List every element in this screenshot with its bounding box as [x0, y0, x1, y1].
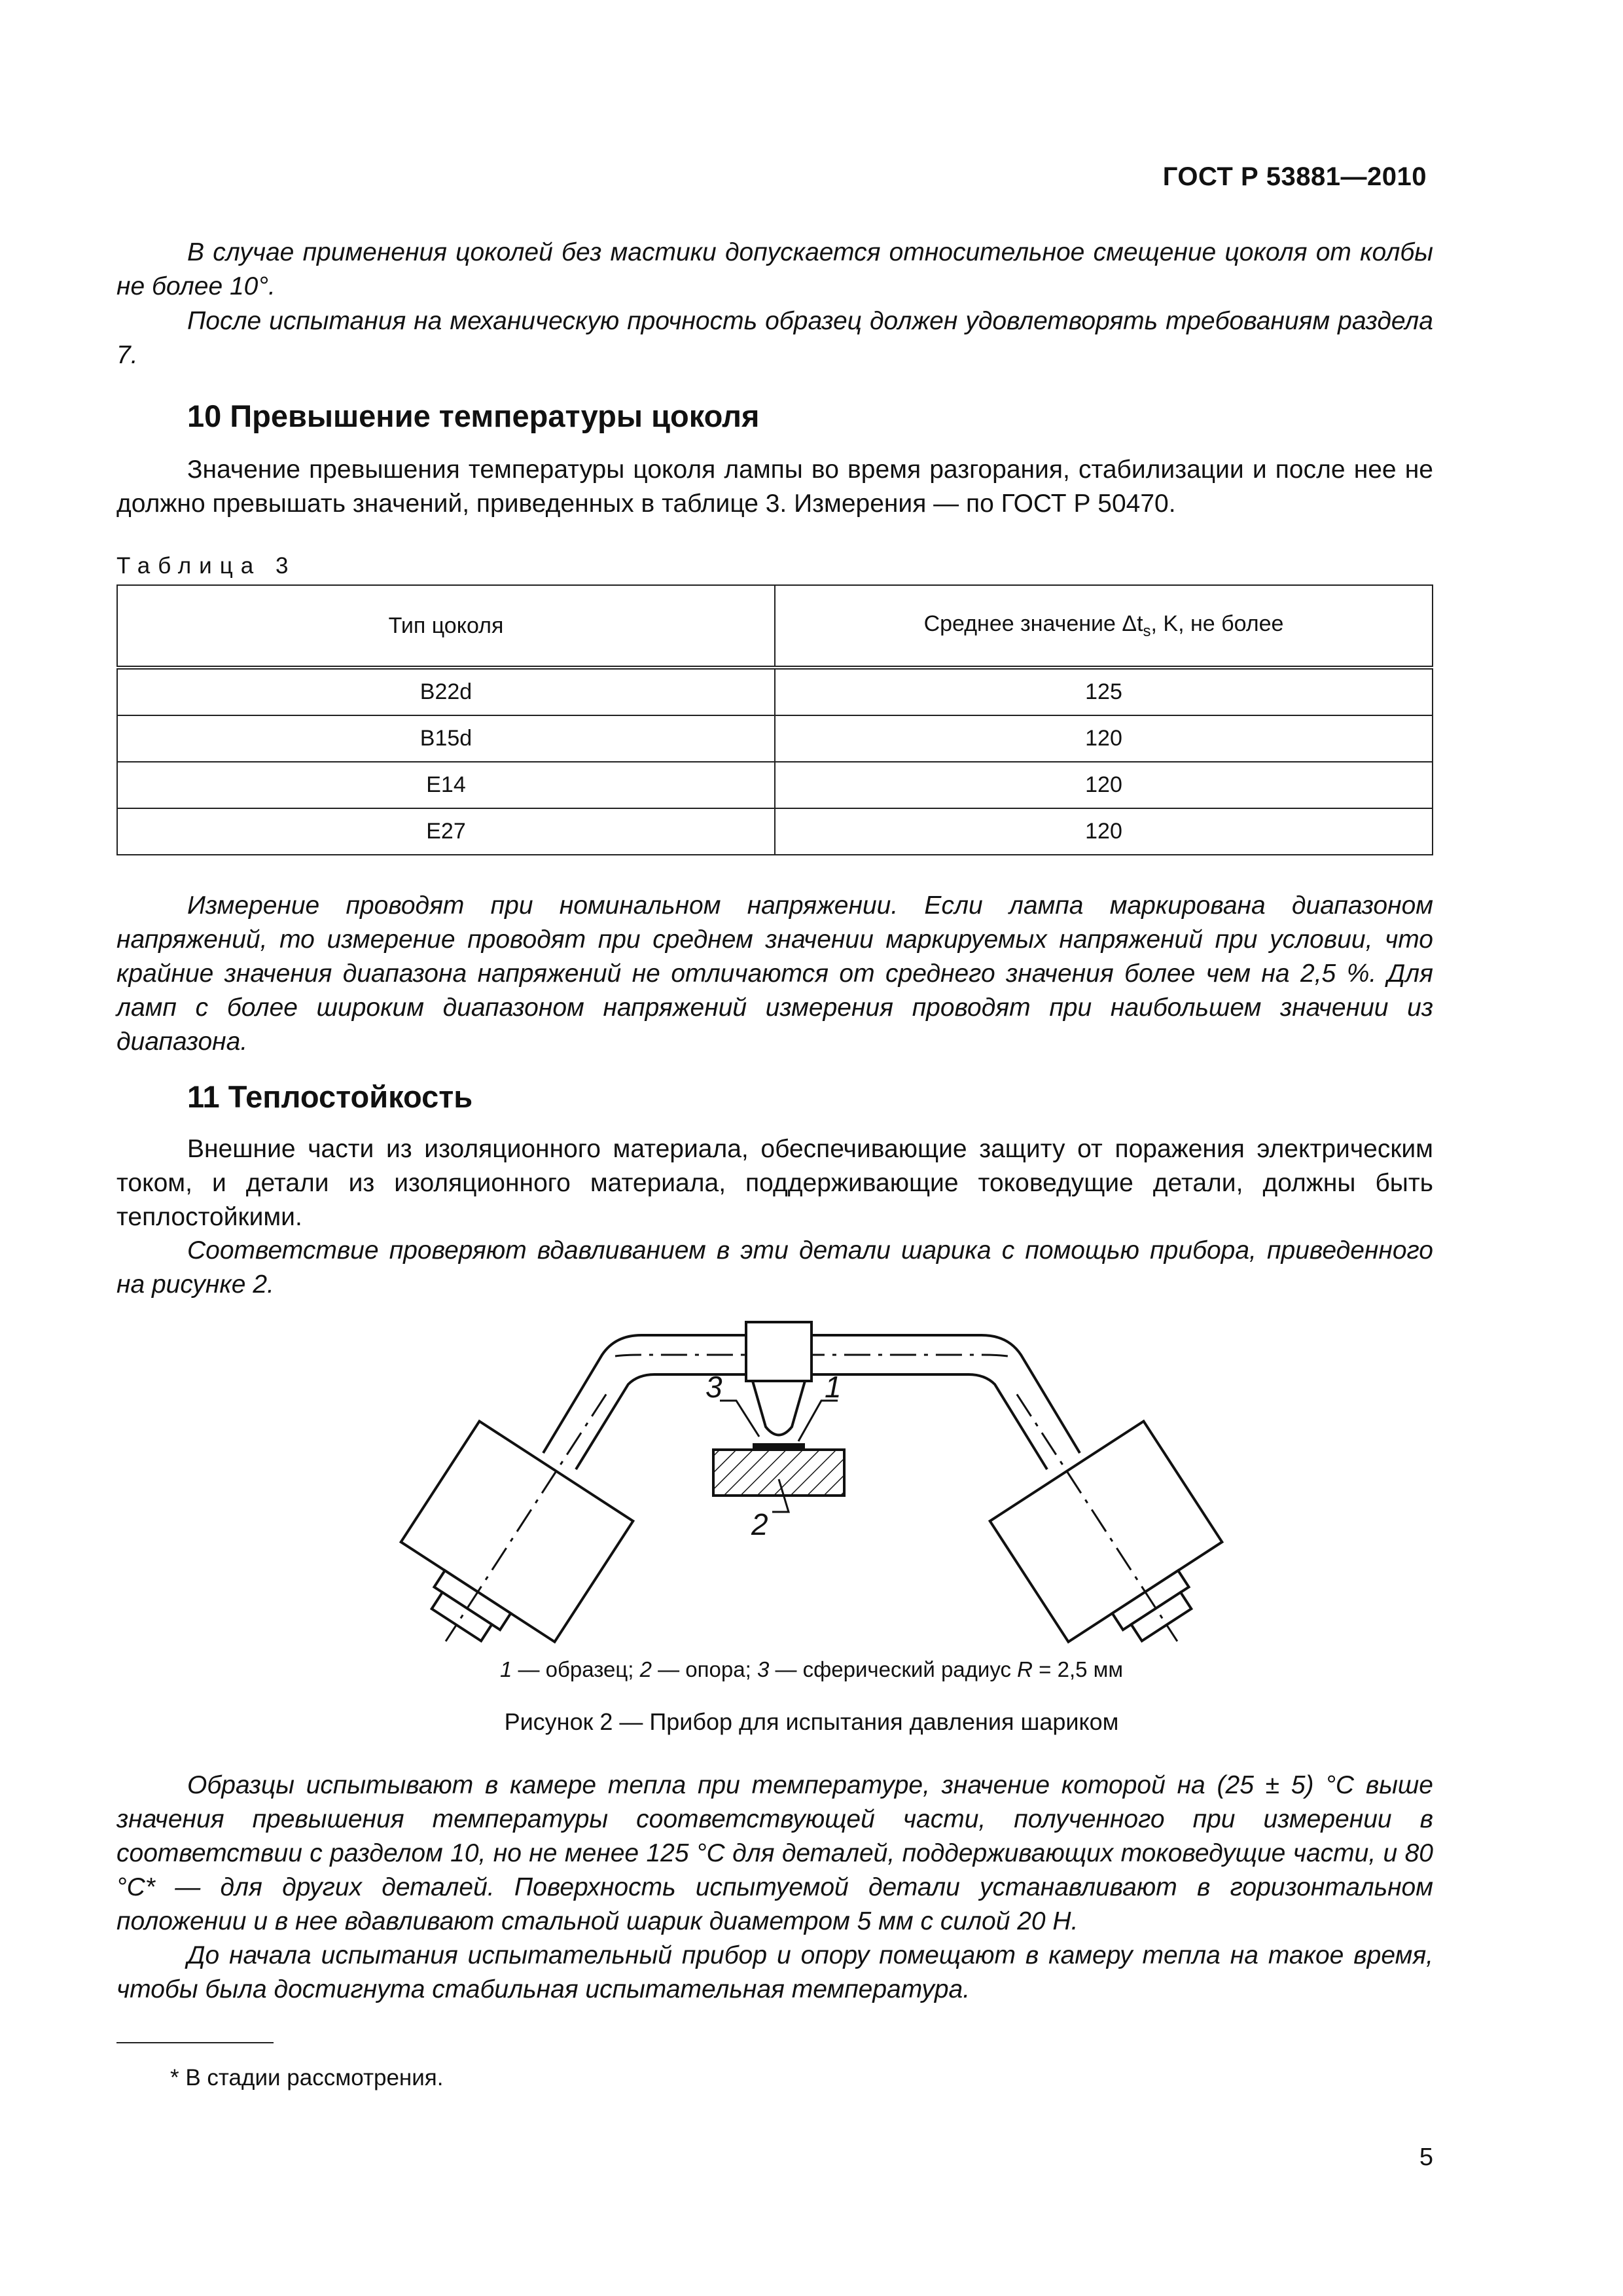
table-row	[117, 668, 1433, 715]
section-10-heading: 10 Превышение температуры цоколя	[187, 399, 760, 433]
section-10-paragraph-1: Значение превышения температуры цоколя лампы во время разгорания, стабилизации и после нее не должно превышать значений, приведенных в таблице 3. Измерения — по ГОСТ Р 50470.	[116, 456, 1433, 518]
section-11-heading: 11 Теплостойкость	[187, 1079, 473, 1114]
table-cell-value: 120	[775, 808, 1433, 855]
table-row	[117, 808, 1433, 855]
label-1: 1	[825, 1370, 842, 1404]
label-2: 2	[751, 1507, 768, 1541]
base-temperature-table	[116, 584, 1433, 855]
table-header-mean-value: Среднее значение $\Delta t_s$, K, не более	[775, 585, 1433, 668]
table-row	[117, 762, 1433, 808]
table-header-base-type: Тип цоколя	[117, 585, 775, 668]
table-caption: Таблица 3	[116, 553, 296, 579]
standard-designation: ГОСТ Р 53881—2010	[1162, 162, 1427, 191]
section-11-paragraph-4: До начала испытания испытательный прибор и опору помещают в камеру тепла на такое время, чтобы была достигнута стабильная испытательная температура.	[116, 1941, 1433, 2003]
table-cell-type: B22d	[117, 668, 775, 715]
table-header-row	[117, 585, 1433, 668]
table-cell-value: 125	[775, 668, 1433, 715]
page-number: 5	[1419, 2144, 1433, 2171]
section-11-paragraph-2: Соответствие проверяют вдавливанием в эти детали шарика с помощью прибора, приведенного на рисунке 2.	[116, 1236, 1433, 1299]
figure-legend: 1 — образец; 2 — опора; 3 — сферический радиус R = 2,5 мм	[499, 1657, 1124, 1681]
footnote-rule	[116, 2042, 274, 2043]
table-cell-value: 120	[775, 715, 1433, 762]
section-11-paragraph-3: Образцы испытывают в камере тепла при температуре, значение которой на (25 ± 5) °С выше значения превышения температуры соответствующей части, полученного при измерении в соответствии с разделом 10, но не менее 125 °С для деталей, поддерживающих токоведущие части, и 80 °С* — для других деталей. Поверхность испытуемой детали устанавливают в горизонтальном положении и в нее вдавливают стальной шарик диаметром 5 мм с силой 20 Н.	[116, 1771, 1433, 1935]
section-10-paragraph-2: Измерение проводят при номинальном напряжении. Если лампа маркирована диапазоном напряжений, то измерение проводят при среднем значении маркируемых напряжений при условии, что крайние значения диапазона напряжений не отличаются от среднего значения более чем на 2,5 %. Для ламп с более широким диапазоном напряжений измерения проводят при наибольшем значении из диапазона.	[116, 891, 1433, 1056]
ball-holder	[746, 1322, 812, 1381]
intro-paragraph-1: В случае применения цоколей без мастики допускается относительное смещение цоколя от колбы не более 10°.	[116, 238, 1433, 300]
support	[713, 1450, 844, 1496]
ball-pressure-apparatus-diagram	[366, 1302, 1257, 1656]
section-11-paragraph-1: Внешние части из изоляционного материала, обеспечивающие защиту от поражения электрическим током, и детали из изоляционного материала, поддерживающие токоведущие детали, должны быть теплостойкими.	[116, 1135, 1433, 1231]
footnote: * В стадии рассмотрения.	[170, 2065, 444, 2090]
table-cell-type: E27	[117, 808, 775, 855]
intro-paragraph-2: После испытания на механическую прочность образец должен удовлетворять требованиям раздела 7.	[116, 307, 1433, 369]
table-row	[117, 715, 1433, 762]
table-cell-type: E14	[117, 762, 775, 808]
table-cell-value: 120	[775, 762, 1433, 808]
figure-title: Рисунок 2 — Прибор для испытания давления шариком	[504, 1708, 1119, 1735]
label-3: 3	[705, 1370, 722, 1404]
table-cell-type: B15d	[117, 715, 775, 762]
ball-tip	[753, 1381, 805, 1435]
